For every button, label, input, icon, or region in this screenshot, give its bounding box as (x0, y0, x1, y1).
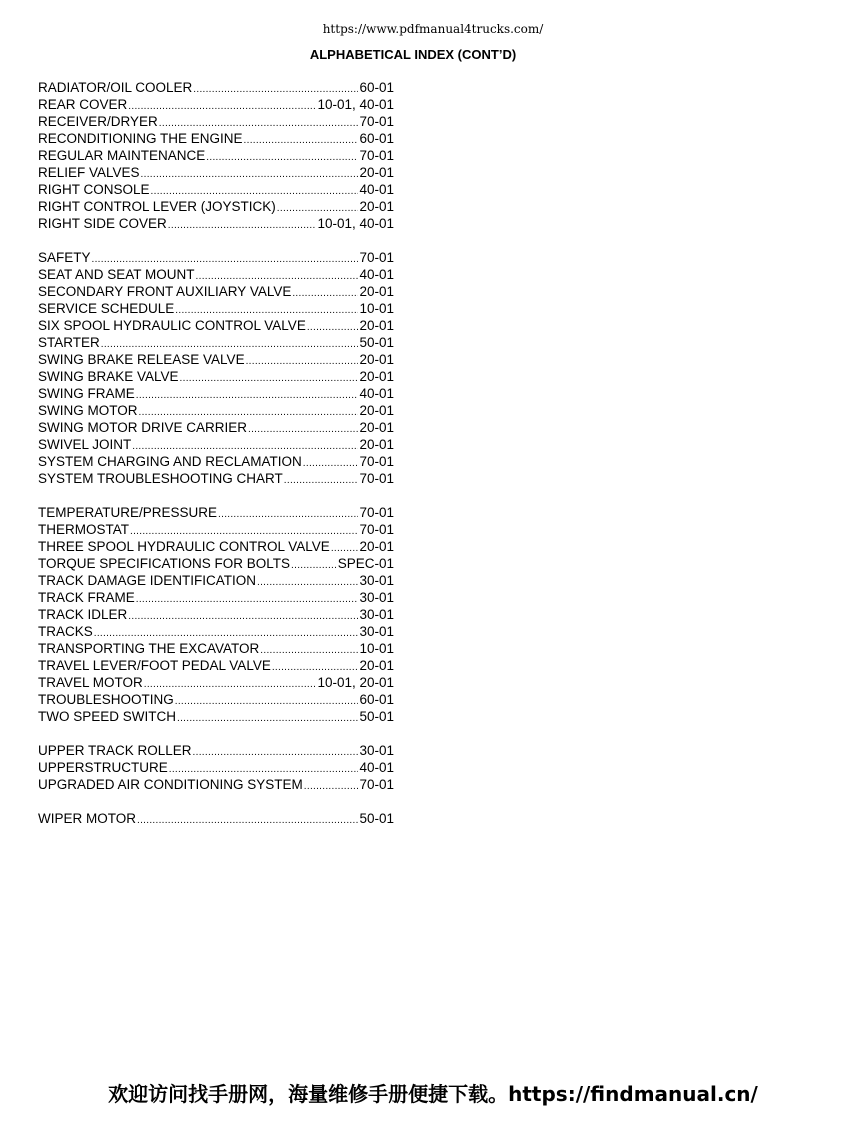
index-term: TRACKS (38, 624, 93, 639)
dot-leader (257, 574, 358, 589)
index-page-ref: SPEC-01 (337, 556, 394, 571)
index-entry (38, 691, 394, 708)
index-entry (38, 708, 394, 725)
index-term: RIGHT CONTROL LEVER (JOYSTICK) (38, 199, 276, 214)
index-entry (38, 266, 394, 283)
index-entry (38, 385, 394, 402)
index-term: TROUBLESHOOTING (38, 692, 174, 707)
index-entry (38, 623, 394, 640)
footer-banner: 欢迎访问找手册网，海量维修手册便捷下载。https://findmanual.cn/ (108, 1082, 758, 1106)
index-entry (38, 810, 394, 827)
index-term: SYSTEM TROUBLESHOOTING CHART (38, 471, 283, 486)
index-entry (38, 776, 394, 793)
index-entry (38, 453, 394, 470)
index-term: SERVICE SCHEDULE (38, 301, 175, 316)
index-term: SWING FRAME (38, 386, 135, 401)
index-term: SWING BRAKE VALVE (38, 369, 179, 384)
index-entry (38, 79, 394, 96)
index-entry (38, 538, 394, 555)
index-term: SECONDARY FRONT AUXILIARY VALVE (38, 284, 292, 299)
dot-leader (128, 608, 358, 623)
index-term: TWO SPEED SWITCH (38, 709, 176, 724)
index-entry (38, 419, 394, 436)
index-page-ref: 60-01 (359, 80, 394, 95)
index-page-ref: 30-01 (359, 624, 394, 639)
index-page-ref: 40-01 (359, 267, 394, 282)
index-term: TRACK FRAME (38, 590, 135, 605)
dot-leader (193, 81, 358, 96)
index-page-ref: 30-01 (359, 590, 394, 605)
index-term: UPPER TRACK ROLLER (38, 743, 192, 758)
index-term: RECONDITIONING THE ENGINE (38, 131, 243, 146)
index-entry (38, 657, 394, 674)
index-entry (38, 470, 394, 487)
index-entry (38, 300, 394, 317)
dot-leader (284, 472, 359, 487)
index-page-ref: 10-01, 40-01 (317, 97, 394, 112)
index-entry (38, 113, 394, 130)
dot-leader (244, 132, 359, 147)
dot-leader (246, 353, 359, 368)
index-entry (38, 674, 394, 691)
index-page-ref: 70-01 (359, 250, 394, 265)
index-entry (38, 436, 394, 453)
index-group-r (38, 79, 394, 232)
index-page-ref: 70-01 (359, 522, 394, 537)
index-term: RIGHT CONSOLE (38, 182, 150, 197)
index-entry (38, 640, 394, 657)
index-term: RIGHT SIDE COVER (38, 216, 167, 231)
index-page-ref: 20-01 (359, 539, 394, 554)
dot-leader (128, 98, 316, 113)
index-entry (38, 572, 394, 589)
index-term: TRAVEL MOTOR (38, 675, 143, 690)
dot-leader (307, 319, 359, 334)
index-entry (38, 147, 394, 164)
index-entry (38, 742, 394, 759)
dot-leader (175, 302, 358, 317)
index-term: REGULAR MAINTENANCE (38, 148, 206, 163)
index-entry (38, 368, 394, 385)
index-term: REAR COVER (38, 97, 128, 112)
index-term: SWING MOTOR DRIVE CARRIER (38, 420, 248, 435)
index-entry (38, 283, 394, 300)
index-term: TEMPERATURE/PRESSURE (38, 505, 218, 520)
dot-leader (132, 438, 358, 453)
index-page-ref: 20-01 (359, 403, 394, 418)
index-page-ref: 50-01 (359, 709, 394, 724)
index-entry (38, 402, 394, 419)
index-page-ref: 60-01 (359, 131, 394, 146)
index-page-ref: 30-01 (359, 573, 394, 588)
index-page-ref: 20-01 (359, 284, 394, 299)
dot-leader (277, 200, 359, 215)
source-url: https://www.pdfmanual4trucks.com/ (322, 22, 544, 36)
index-page-ref: 50-01 (359, 811, 394, 826)
index-group-u (38, 742, 394, 793)
index-term: STARTER (38, 335, 100, 350)
dot-leader (304, 778, 359, 793)
dot-leader (136, 591, 359, 606)
index-page-ref: 40-01 (359, 182, 394, 197)
dot-leader (248, 421, 358, 436)
dot-leader (260, 642, 358, 657)
dot-leader (303, 455, 359, 470)
dot-leader (144, 676, 317, 691)
index-entry (38, 215, 394, 232)
index-entry (38, 130, 394, 147)
index-term: TRACK IDLER (38, 607, 128, 622)
index-page-ref: 10-01 (359, 301, 394, 316)
index-page-ref: 30-01 (359, 607, 394, 622)
index-term: SWING BRAKE RELEASE VALVE (38, 352, 245, 367)
index-page-ref: 10-01, 20-01 (317, 675, 394, 690)
dot-leader (218, 506, 358, 521)
index-entry (38, 351, 394, 368)
index-page-ref: 20-01 (359, 318, 394, 333)
index-entry (38, 521, 394, 538)
index-page-ref: 70-01 (359, 505, 394, 520)
dot-leader (101, 336, 359, 351)
page-title: ALPHABETICAL INDEX (CONT’D) (309, 47, 517, 62)
index-page-ref: 20-01 (359, 352, 394, 367)
index-page-ref: 20-01 (359, 369, 394, 384)
dot-leader (331, 540, 359, 555)
dot-leader (130, 523, 358, 538)
index-term: THERMOSTAT (38, 522, 129, 537)
dot-leader (193, 744, 359, 759)
dot-leader (137, 812, 358, 827)
index-page-ref: 70-01 (359, 148, 394, 163)
index-page-ref: 10-01, 40-01 (317, 216, 394, 231)
index-term: SWING MOTOR (38, 403, 138, 418)
index-page-ref: 70-01 (359, 454, 394, 469)
index-term: SWIVEL JOINT (38, 437, 132, 452)
index-entry (38, 606, 394, 623)
index-term: SYSTEM CHARGING AND RECLAMATION (38, 454, 302, 469)
index-group-w (38, 810, 394, 827)
dot-leader (139, 404, 359, 419)
index-term: THREE SPOOL HYDRAULIC CONTROL VALVE (38, 539, 330, 554)
index-entry (38, 198, 394, 215)
index-page-ref: 30-01 (359, 743, 394, 758)
dot-leader (272, 659, 359, 674)
index-page-ref: 40-01 (359, 760, 394, 775)
index-term: RADIATOR/OIL COOLER (38, 80, 193, 95)
dot-leader (168, 217, 317, 232)
index-page-ref: 20-01 (359, 165, 394, 180)
dot-leader (136, 387, 359, 402)
dot-leader (180, 370, 359, 385)
dot-leader (196, 268, 359, 283)
index-entry (38, 555, 394, 572)
index-term: TORQUE SPECIFICATIONS FOR BOLTS (38, 556, 291, 571)
index-term: UPPERSTRUCTURE (38, 760, 168, 775)
index-entry (38, 249, 394, 266)
index-term: WIPER MOTOR (38, 811, 137, 826)
dot-leader (206, 149, 358, 164)
index-entry (38, 181, 394, 198)
dot-leader (141, 166, 359, 181)
index-page-ref: 20-01 (359, 437, 394, 452)
index-entry (38, 589, 394, 606)
index-page-ref: 20-01 (359, 658, 394, 673)
dot-leader (292, 285, 358, 300)
index-entry (38, 164, 394, 181)
index-entry (38, 317, 394, 334)
index-term: TRAVEL LEVER/FOOT PEDAL VALVE (38, 658, 271, 673)
index-entry (38, 96, 394, 113)
index-page-ref: 70-01 (359, 777, 394, 792)
index-entry (38, 504, 394, 521)
index-entry (38, 334, 394, 351)
dot-leader (177, 710, 358, 725)
dot-leader (151, 183, 359, 198)
index-term: TRANSPORTING THE EXCAVATOR (38, 641, 260, 656)
index-term: SEAT AND SEAT MOUNT (38, 267, 195, 282)
dot-leader (92, 251, 359, 266)
index-entry (38, 759, 394, 776)
index-term: TRACK DAMAGE IDENTIFICATION (38, 573, 257, 588)
index-term: RELIEF VALVES (38, 165, 140, 180)
index-page-ref: 10-01 (359, 641, 394, 656)
dot-leader (159, 115, 359, 130)
dot-leader (175, 693, 359, 708)
index-page-ref: 20-01 (359, 420, 394, 435)
index-group-t (38, 504, 394, 725)
index-page-ref: 40-01 (359, 386, 394, 401)
index-term: UPGRADED AIR CONDITIONING SYSTEM (38, 777, 303, 792)
index-page-ref: 50-01 (359, 335, 394, 350)
index-term: RECEIVER/DRYER (38, 114, 158, 129)
index-page-ref: 60-01 (359, 692, 394, 707)
index-term: SAFETY (38, 250, 91, 265)
index-group-s (38, 249, 394, 487)
index-page-ref: 70-01 (359, 471, 394, 486)
index-page-ref: 20-01 (359, 199, 394, 214)
index-term: SIX SPOOL HYDRAULIC CONTROL VALVE (38, 318, 306, 333)
dot-leader (291, 557, 337, 572)
dot-leader (94, 625, 359, 640)
alphabetical-index (38, 79, 394, 844)
dot-leader (169, 761, 359, 776)
index-page-ref: 70-01 (359, 114, 394, 129)
